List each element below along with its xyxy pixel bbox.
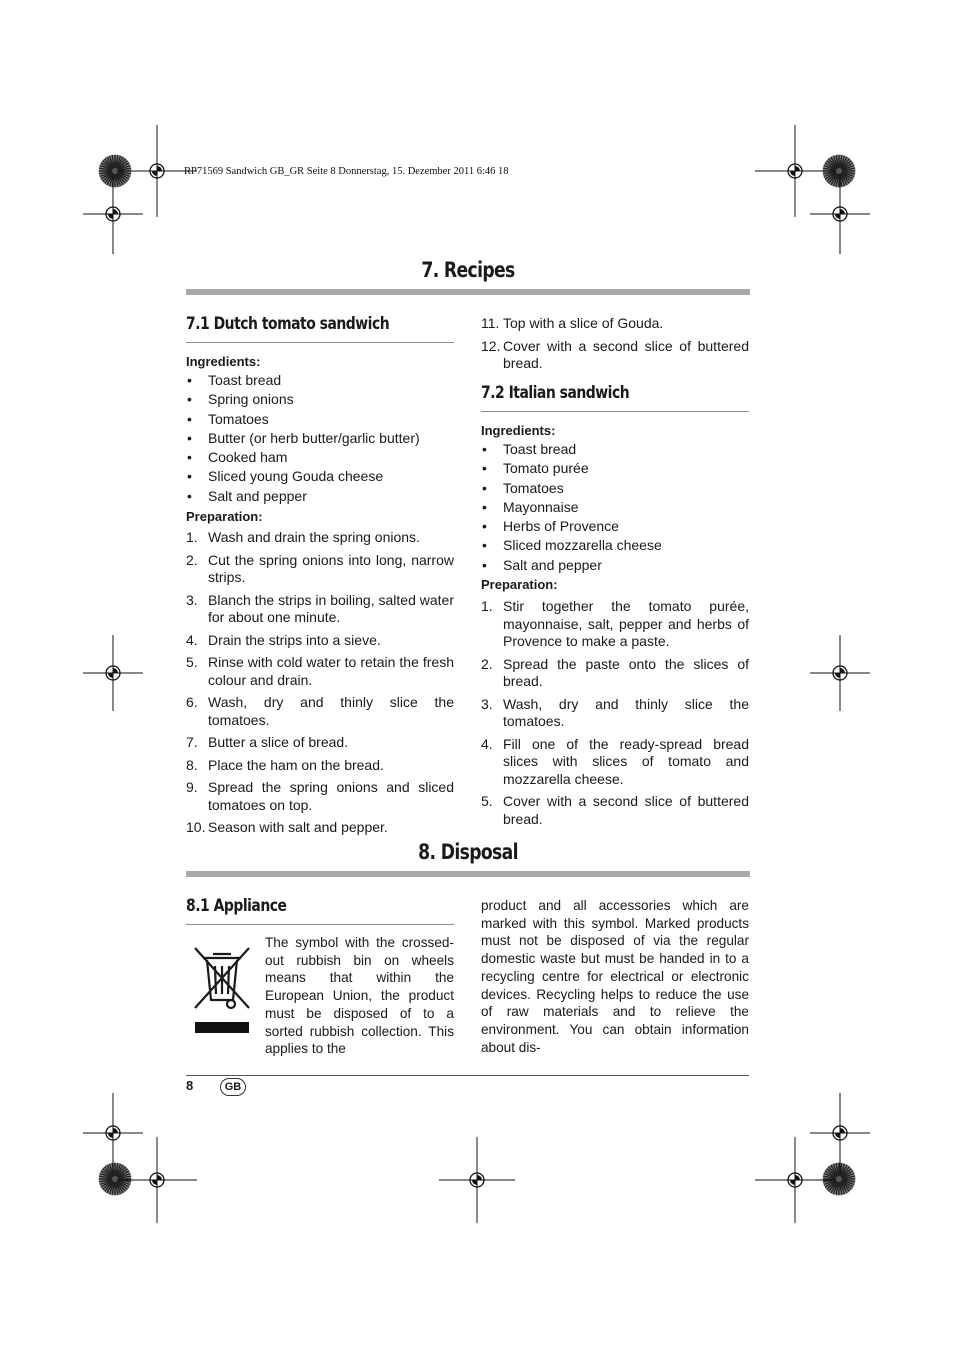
ingredient-item: • Tomato purée: [481, 459, 749, 478]
step-number: 6.: [186, 694, 198, 710]
step-text: Cover with a second slice of buttered bread.: [503, 337, 749, 371]
step-text: Blanch the strips in boiling, salted water for about one minute.: [208, 591, 454, 625]
preparation-step: [186, 529, 454, 547]
step-text: Wash, dry and thinly slice the tomatoes.: [208, 694, 454, 728]
preparation-step: [186, 757, 454, 775]
subsection-rule: [186, 924, 454, 925]
disposal-paragraph-right: product and all accessories which are marked with this symbol. Marked products must not be disposed of via the regular domestic waste but must be handed in to a recycling centre for electrical or electronic devices. Recycling helps to reduce the use of raw materials and to relieve the environment. You can obtain information about dis-: [481, 898, 749, 1055]
country-badge: GB: [220, 1078, 246, 1096]
preparation-step: [481, 696, 749, 731]
ingredients-list: [186, 371, 454, 506]
step-number: 1.: [481, 598, 493, 614]
registration-crosshair-icon: [439, 1137, 515, 1223]
step-text: Cut the spring onions into long, narrow strips.: [208, 551, 454, 585]
preparation-step: [186, 734, 454, 752]
preparation-steps: [481, 598, 749, 833]
step-text: Season with salt and pepper.: [208, 819, 388, 835]
preparation-step: [186, 694, 454, 729]
preparation-step: [481, 315, 749, 333]
step-text: Top with a slice of Gouda.: [503, 315, 664, 331]
preparation-step: [481, 656, 749, 691]
subsection-title-dutch: 7.1 Dutch tomato sandwich: [186, 314, 390, 334]
step-text: Fill one of the ready-spread bread slices with slices of tomato and mozzarella cheese.: [503, 735, 749, 787]
ingredient-item: • Cooked ham: [186, 448, 454, 467]
registration-crosshair-icon: [83, 635, 143, 711]
subsection-title-italian: 7.2 Italian sandwich: [481, 383, 630, 403]
preparation-step: [481, 736, 749, 789]
print-header-line: RP71569 Sandwich GB_GR Seite 8 Donnerstag, 15. Dezember 2011 6:46 18: [184, 166, 509, 177]
ingredients-label: Ingredients:: [186, 354, 261, 369]
registration-crosshair-icon: [117, 1137, 197, 1223]
step-text: Place the ham on the bread.: [208, 756, 384, 773]
ingredient-item: • Sliced young Gouda cheese: [186, 467, 454, 486]
ingredient-item: • Tomatoes: [481, 479, 749, 498]
preparation-step: [186, 632, 454, 650]
step-text: Stir together the tomato purée, mayonnaise, salt, pepper and herbs of Provence to make a paste.: [503, 598, 749, 649]
step-number: 1.: [186, 529, 198, 545]
step-number: 12.: [481, 337, 501, 354]
step-number: 10.: [186, 819, 206, 835]
page-number: 8: [186, 1078, 194, 1093]
preparation-step: [481, 598, 749, 651]
preparation-step: [186, 779, 454, 814]
preparation-step: [186, 654, 454, 689]
step-number: 7.: [186, 734, 198, 750]
preparation-step: [481, 338, 749, 373]
preparation-label: Preparation:: [186, 509, 263, 524]
section-rule: [186, 871, 750, 877]
step-number: 3.: [186, 591, 198, 608]
step-text: Spread the paste onto the slices of bread.: [503, 655, 749, 689]
section-title-recipes: 7. Recipes: [421, 258, 515, 282]
step-number: 5.: [481, 793, 493, 809]
ingredients-label: Ingredients:: [481, 423, 556, 438]
ingredient-item: • Spring onions: [186, 390, 454, 409]
step-text: Drain the strips into a sieve.: [208, 631, 381, 648]
ingredients-list: [481, 440, 749, 575]
registration-crosshair-icon: [755, 1137, 835, 1223]
disposal-paragraph-left: The symbol with the crossed-out rubbish bin on wheels means that within the European Union, the product must be disposed of to a sorted rubbish collection. This applies to the: [265, 935, 454, 1057]
registration-crosshair-icon: [810, 174, 870, 254]
step-number: 2.: [481, 655, 493, 672]
subsection-title-appliance: 8.1 Appliance: [186, 896, 287, 916]
preparation-step: [186, 819, 454, 837]
subsection-rule: [481, 411, 749, 412]
step-text: Cover with a second slice of buttered bread.: [503, 793, 749, 827]
preparation-label: Preparation:: [481, 577, 558, 592]
step-number: 11.: [481, 315, 500, 331]
section-rule: [186, 289, 750, 295]
step-number: 3.: [481, 695, 493, 712]
section-title-disposal: 8. Disposal: [418, 840, 518, 864]
ingredient-item: • Herbs of Provence: [481, 517, 749, 536]
step-text: Butter a slice of bread.: [208, 734, 349, 750]
weee-bin-icon: [189, 940, 255, 1034]
preparation-step: [186, 592, 454, 627]
step-text: Rinse with cold water to retain the fresh colour and drain.: [208, 654, 454, 688]
preparation-steps-continued: [481, 315, 749, 378]
step-text: Wash and drain the spring onions.: [208, 529, 420, 545]
step-number: 4.: [186, 631, 198, 648]
step-text: Spread the spring onions and sliced tomatoes on top.: [208, 779, 454, 813]
step-number: 5.: [186, 654, 198, 670]
step-text: Wash, dry and thinly slice the tomatoes.: [503, 695, 749, 729]
ingredient-item: • Salt and pepper: [481, 556, 749, 575]
registration-crosshair-icon: [810, 635, 870, 711]
ingredient-item: • Mayonnaise: [481, 498, 749, 517]
ingredient-item: • Toast bread: [186, 371, 454, 390]
footer-rule: [186, 1075, 749, 1076]
ingredient-item: • Toast bread: [481, 440, 749, 459]
step-number: 2.: [186, 551, 198, 568]
ingredient-item: • Tomatoes: [186, 410, 454, 429]
step-number: 9.: [186, 779, 198, 795]
subsection-rule: [186, 342, 454, 343]
preparation-step: [481, 793, 749, 828]
ingredient-item: • Butter (or herb butter/garlic butter): [186, 429, 454, 448]
registration-crosshair-icon: [83, 174, 143, 254]
step-number: 8.: [186, 756, 198, 773]
ingredient-item: • Salt and pepper: [186, 487, 454, 506]
step-number: 4.: [481, 735, 493, 752]
preparation-step: [186, 552, 454, 587]
ingredient-item: • Sliced mozzarella cheese: [481, 536, 749, 555]
preparation-steps: [186, 529, 454, 842]
